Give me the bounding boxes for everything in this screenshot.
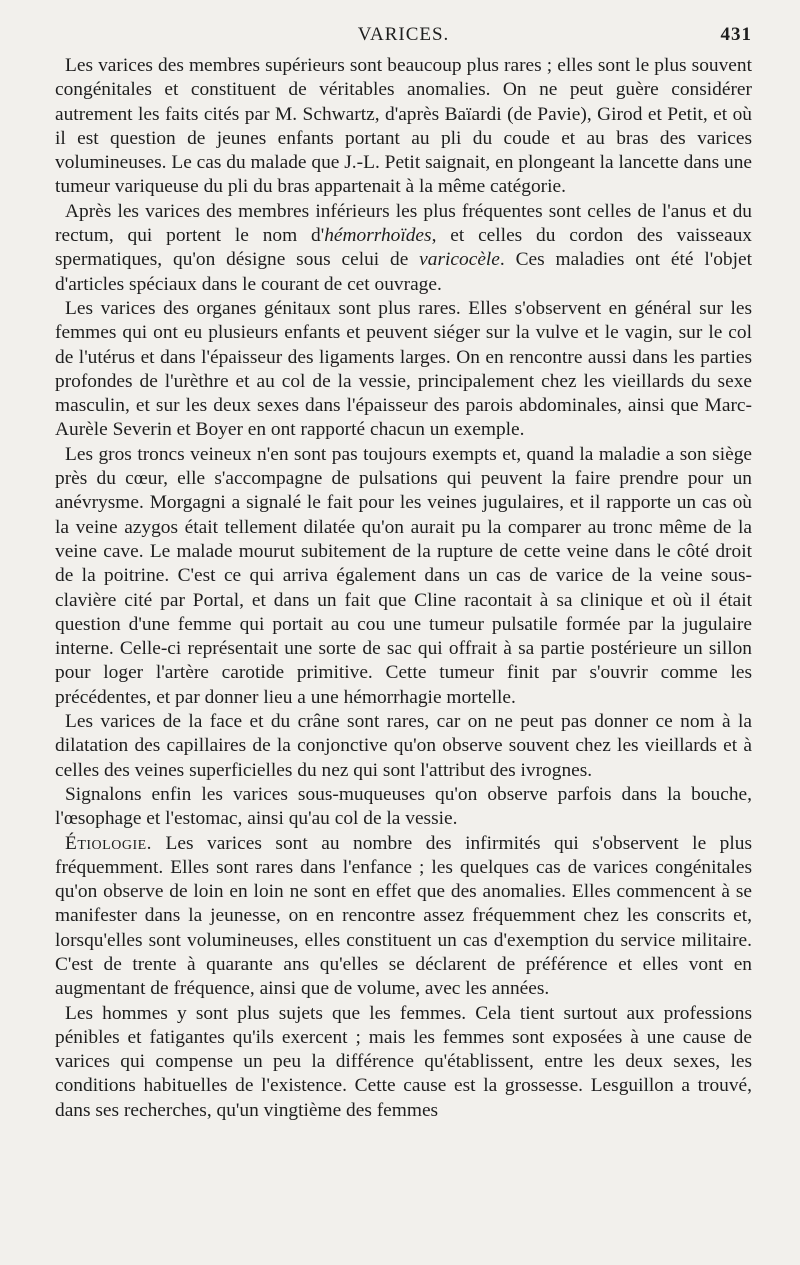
section-heading: Étiologie. xyxy=(65,832,153,854)
paragraph: Les varices de la face et du crâne sont rares, car on ne peut pas donner ce nom à la dilatation des capillaires de la conjonctive qu'on observe souvent chez les vieillards et à celles des veines superficielles du nez qui sont l'attribut des ivrognes. xyxy=(55,711,752,781)
paragraph: Les hommes y sont plus sujets que les femmes. Cela tient surtout aux professions pénibles et fatigantes qu'ils exercent ; mais les femmes sont exposées à une cause de varices qui compense un peu la différence qu'établissent, entre les deux sexes, les conditions habituelles de l'existence. Cette cause est la grossesse. Lesguillon a trouvé, dans ses recherches, qu'un vingtième des femmes xyxy=(55,1002,752,1121)
paragraph: Les varices des organes génitaux sont plus rares. Elles s'observent en général sur les femmes qui ont eu plusieurs enfants et peuvent siéger sur la vulve et le vagin, sur le col de l'utérus et dans l'épaisseur des ligaments larges. On en rencontre aussi dans les parties profondes de l'urèthre et au col de la vessie, principalement chez les vieillards du sexe masculin, et sur les deux sexes dans l'épaisseur des parois abdominales, ainsi que Marc-Aurèle Severin et Boyer en ont rapporté chacun un exemple. xyxy=(55,297,752,441)
page-number: 431 xyxy=(720,24,752,45)
italic-term: hémorrhoïdes xyxy=(324,225,432,247)
running-title: VARICES. xyxy=(357,24,450,45)
paragraph: Les varices des membres supérieurs sont beaucoup plus rares ; elles sont le plus souvent congénitales et constituent de véritables anomalies. On ne peut guère considérer autrement les faits cités par M. Schwartz, d'après Baïardi (de Pavie), Girod et Petit, et où il est question de jeunes enfants portant au pli du coude et au bras des varices volumineuses. Le cas du malade que J.-L. Petit saignait, en plongeant la lancette dans une tumeur variqueuse du pli du bras appartenait à la même catégorie. xyxy=(55,55,752,198)
page-header xyxy=(55,24,752,54)
text-run: , et celles du cordon des vaisseaux spermatiques, qu'on désigne sous celui de xyxy=(55,225,753,271)
text-run: . Ces maladies ont été l'objet d'articles spéciaux dans le courant de cet ouvrage. xyxy=(55,249,752,295)
text-run: Les varices sont au nombre des infirmités qui s'observent le plus fréquemment. Elles sont rares dans l'enfance ; les quelques cas de varices congénitales qu'on observe de loin en loin ne sont en effet que des anomalies. Elles commencent à se manifester dans la jeunesse, on en rencontre assez fréquemment chez les conscrits et, lorsqu'elles sont volumineuses, elles constituent un cas d'exemption du service militaire. C'est de trente à quarante ans qu'elles se déclarent de préférence et elles vont en augmentant de fréquence, ainsi que de volume, avec les années. xyxy=(55,832,752,1000)
paragraph xyxy=(55,832,752,1002)
italic-term: varicocèle xyxy=(419,249,500,271)
text-run: Après les varices des membres inférieurs les plus fréquentes sont celles de l'anus et du rectum, qui portent le nom d' xyxy=(55,200,752,247)
body-text xyxy=(55,54,752,1123)
paragraph: Signalons enfin les varices sous-muqueuses qu'on observe parfois dans la bouche, l'œsophage et l'estomac, ainsi qu'au col de la vessie. xyxy=(55,783,752,830)
paragraph: Les gros troncs veineux n'en sont pas toujours exempts et, quand la maladie a son siège près du cœur, elle s'accompagne de pulsations qui peuvent la faire prendre pour un anévrysme. Morgagni a signalé le fait pour les veines jugulaires, et il rapporte un cas où la veine azygos était tellement dilatée qu'on aurait pu la comparer au tronc même de la veine cave. Le malade mourut subitement de la rupture de cette veine dans le côté droit de la poitrine. C'est ce qui arriva également dans un cas de varice de la veine sous-clavière cité par Portal, et dans un fait que Cline racontait à sa clinique et où il était question d'une femme qui portait au cou une tumeur pulsatile formée par la jugulaire interne. Celle-ci représentait une sorte de sac qui offrait à sa partie postérieure un sillon pour loger l'artère carotide primitive. Cette tumeur finit par s'ouvrir comme les précédentes, et par donner lieu a une hémorrhagie mortelle. xyxy=(55,443,752,708)
paragraph xyxy=(55,200,752,297)
